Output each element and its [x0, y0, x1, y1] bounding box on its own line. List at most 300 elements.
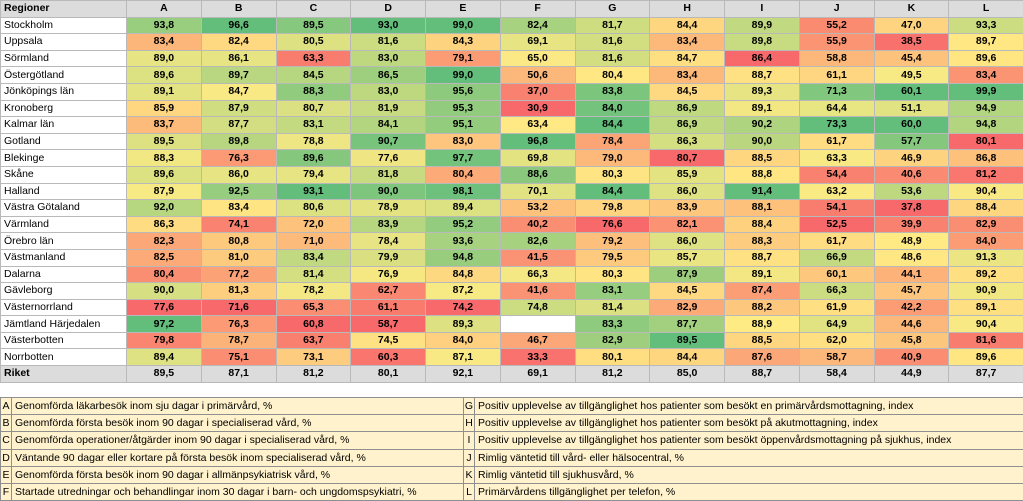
region-name: Västmanland: [1, 249, 127, 266]
value-cell-c: 78,8: [276, 133, 351, 150]
value-cell-l: 84,0: [949, 233, 1023, 250]
value-cell-d: 77,6: [351, 150, 426, 167]
region-name: Kronoberg: [1, 100, 127, 117]
value-cell-a: 90,0: [127, 283, 202, 300]
value-cell-e: 83,0: [426, 133, 501, 150]
value-cell-l: 81,2: [949, 166, 1023, 183]
value-cell-c: 73,1: [276, 349, 351, 366]
legend-key: E: [1, 466, 12, 483]
legend-text: Positiv upplevelse av tillgänglighet hos patienter som besökt öppenvårdsmottagning på sjukhus, index: [475, 432, 1023, 449]
value-cell-f: 88,6: [500, 166, 575, 183]
table-row: [1, 133, 1023, 150]
value-cell-i: 88,8: [725, 166, 800, 183]
table-row: [1, 249, 1023, 266]
region-name: Blekinge: [1, 150, 127, 167]
value-cell-a: 93,8: [127, 17, 202, 34]
value-cell-i: 89,1: [725, 266, 800, 283]
legend-key: C: [1, 432, 12, 449]
table-row: [1, 283, 1023, 300]
value-cell-d: 83,9: [351, 216, 426, 233]
legend-key: I: [464, 432, 475, 449]
region-name: Jönköpings län: [1, 83, 127, 100]
column-header-f: F: [500, 1, 575, 18]
value-cell-e: 84,8: [426, 266, 501, 283]
legend-key: L: [464, 483, 475, 500]
region-name: Uppsala: [1, 34, 127, 51]
legend-text: Rimlig väntetid till vård- eller hälsocentral, %: [475, 449, 1023, 466]
value-cell-a: 89,4: [127, 349, 202, 366]
legend-text: Rimlig väntetid till sjukhusvård, %: [475, 466, 1023, 483]
value-cell-k: 39,9: [874, 216, 949, 233]
value-cell-j: 58,8: [799, 50, 874, 67]
value-cell-f: 66,3: [500, 266, 575, 283]
region-name: Västernorrland: [1, 299, 127, 316]
value-cell-b: 77,2: [201, 266, 276, 283]
value-cell-c: 81,2: [276, 366, 351, 383]
value-cell-f: 41,5: [500, 249, 575, 266]
value-cell-b: 86,1: [201, 50, 276, 67]
region-name: Östergötland: [1, 67, 127, 84]
value-cell-d: 83,0: [351, 83, 426, 100]
legend-row: [1, 466, 1023, 483]
value-cell-e: 80,4: [426, 166, 501, 183]
value-cell-b: 76,3: [201, 150, 276, 167]
region-name: Örebro län: [1, 233, 127, 250]
value-cell-a: 89,1: [127, 83, 202, 100]
value-cell-h: 85,0: [650, 366, 725, 383]
value-cell-e: 93,6: [426, 233, 501, 250]
value-cell-f: 69,1: [500, 366, 575, 383]
region-name: Halland: [1, 183, 127, 200]
value-cell-i: 89,1: [725, 100, 800, 117]
column-header-i: I: [725, 1, 800, 18]
value-cell-k: 45,8: [874, 332, 949, 349]
value-cell-c: 89,6: [276, 150, 351, 167]
value-cell-h: 85,7: [650, 249, 725, 266]
value-cell-d: 60,3: [351, 349, 426, 366]
value-cell-k: 44,9: [874, 366, 949, 383]
value-cell-i: 89,3: [725, 83, 800, 100]
legend-key: K: [464, 466, 475, 483]
table-row: [1, 332, 1023, 349]
value-cell-e: 97,7: [426, 150, 501, 167]
value-cell-l: 91,3: [949, 249, 1023, 266]
value-cell-b: 89,7: [201, 67, 276, 84]
value-cell-b: 89,8: [201, 133, 276, 150]
value-cell-e: 94,8: [426, 249, 501, 266]
value-cell-l: 89,7: [949, 34, 1023, 51]
value-cell-i: 88,7: [725, 67, 800, 84]
value-cell-a: 89,5: [127, 366, 202, 383]
table-row: [1, 150, 1023, 167]
value-cell-g: 81,6: [575, 50, 650, 67]
legend-text: Positiv upplevelse av tillgänglighet hos patienter som besökt på akutmottagning, index: [475, 415, 1023, 432]
value-cell-e: 99,0: [426, 67, 501, 84]
value-cell-f: 46,7: [500, 332, 575, 349]
value-cell-a: 86,3: [127, 216, 202, 233]
value-cell-l: 93,3: [949, 17, 1023, 34]
value-cell-k: 48,6: [874, 249, 949, 266]
value-cell-a: 89,5: [127, 133, 202, 150]
value-cell-a: 92,0: [127, 200, 202, 217]
value-cell-e: 95,2: [426, 216, 501, 233]
value-cell-c: 83,1: [276, 117, 351, 134]
legend-text: Genomförda läkarbesök inom sju dagar i primärvård, %: [12, 398, 464, 415]
value-cell-f: 82,4: [500, 17, 575, 34]
region-name: Västerbotten: [1, 332, 127, 349]
region-name: Västra Götaland: [1, 200, 127, 217]
value-cell-b: 71,6: [201, 299, 276, 316]
legend-row: [1, 415, 1023, 432]
value-cell-e: 95,3: [426, 100, 501, 117]
table-row: [1, 266, 1023, 283]
value-cell-j: 55,2: [799, 17, 874, 34]
value-cell-c: 80,5: [276, 34, 351, 51]
table-row: [1, 299, 1023, 316]
value-cell-g: 79,2: [575, 233, 650, 250]
legend-key: J: [464, 449, 475, 466]
legend-key: D: [1, 449, 12, 466]
region-name: Dalarna: [1, 266, 127, 283]
value-cell-d: 78,4: [351, 233, 426, 250]
value-cell-e: 99,0: [426, 17, 501, 34]
value-cell-h: 82,1: [650, 216, 725, 233]
value-cell-e: 95,6: [426, 83, 501, 100]
column-header-j: J: [799, 1, 874, 18]
column-header-b: B: [201, 1, 276, 18]
value-cell-k: 40,6: [874, 166, 949, 183]
value-cell-b: 82,4: [201, 34, 276, 51]
column-header-a: A: [127, 1, 202, 18]
value-cell-k: 46,9: [874, 150, 949, 167]
value-cell-b: 80,8: [201, 233, 276, 250]
region-name: Skåne: [1, 166, 127, 183]
value-cell-b: 86,0: [201, 166, 276, 183]
value-cell-i: 88,3: [725, 233, 800, 250]
value-cell-c: 88,3: [276, 83, 351, 100]
value-cell-a: 80,4: [127, 266, 202, 283]
value-cell-h: 80,7: [650, 150, 725, 167]
value-cell-f: 69,1: [500, 34, 575, 51]
value-cell-g: 83,8: [575, 83, 650, 100]
legend-text: Startade utredningar och behandlingar inom 30 dagar i barn- och ungdomspsykiatri, %: [12, 483, 464, 500]
value-cell-g: 81,4: [575, 299, 650, 316]
value-cell-c: 80,7: [276, 100, 351, 117]
value-cell-d: 79,9: [351, 249, 426, 266]
value-cell-h: 83,4: [650, 67, 725, 84]
value-cell-g: 83,3: [575, 316, 650, 333]
total-row: [1, 366, 1023, 383]
value-cell-e: 84,3: [426, 34, 501, 51]
value-cell-h: 86,3: [650, 133, 725, 150]
value-cell-a: 82,5: [127, 249, 202, 266]
value-cell-h: 84,5: [650, 83, 725, 100]
value-cell-l: 89,2: [949, 266, 1023, 283]
value-cell-f: 69,8: [500, 150, 575, 167]
region-name: Kalmar län: [1, 117, 127, 134]
value-cell-d: 81,9: [351, 100, 426, 117]
value-cell-l: 90,4: [949, 316, 1023, 333]
value-cell-d: 81,6: [351, 34, 426, 51]
value-cell-b: 92,5: [201, 183, 276, 200]
value-cell-a: 82,3: [127, 233, 202, 250]
value-cell-f: 70,1: [500, 183, 575, 200]
value-cell-a: 83,7: [127, 117, 202, 134]
value-cell-a: 85,9: [127, 100, 202, 117]
value-cell-j: 64,4: [799, 100, 874, 117]
region-name: Jämtland Härjedalen: [1, 316, 127, 333]
value-cell-b: 84,7: [201, 83, 276, 100]
value-cell-f: 96,8: [500, 133, 575, 150]
legend-key: G: [464, 398, 475, 415]
value-cell-g: 80,4: [575, 67, 650, 84]
column-header-c: C: [276, 1, 351, 18]
table-header-row: [1, 1, 1023, 18]
legend-text: Genomförda första besök inom 90 dagar i allmänpsykiatrisk vård, %: [12, 466, 464, 483]
region-name: Gotland: [1, 133, 127, 150]
value-cell-f: 82,6: [500, 233, 575, 250]
value-cell-h: 86,0: [650, 233, 725, 250]
value-cell-i: 87,4: [725, 283, 800, 300]
value-cell-e: 89,3: [426, 316, 501, 333]
value-cell-c: 81,4: [276, 266, 351, 283]
value-cell-h: 87,9: [650, 266, 725, 283]
region-name: Gävleborg: [1, 283, 127, 300]
value-cell-i: 88,4: [725, 216, 800, 233]
legend-text: Primärvårdens tillgänglighet per telefon, %: [475, 483, 1023, 500]
value-cell-j: 58,7: [799, 349, 874, 366]
value-cell-a: 89,0: [127, 50, 202, 67]
table-row: [1, 117, 1023, 134]
value-cell-g: 81,2: [575, 366, 650, 383]
value-cell-c: 80,6: [276, 200, 351, 217]
value-cell-g: 78,4: [575, 133, 650, 150]
value-cell-h: 82,9: [650, 299, 725, 316]
value-cell-l: 89,6: [949, 349, 1023, 366]
value-cell-k: 49,5: [874, 67, 949, 84]
value-cell-j: 61,7: [799, 133, 874, 150]
value-cell-j: 61,7: [799, 233, 874, 250]
value-cell-j: 60,1: [799, 266, 874, 283]
value-cell-g: 82,9: [575, 332, 650, 349]
value-cell-b: 81,3: [201, 283, 276, 300]
value-cell-g: 80,3: [575, 166, 650, 183]
value-cell-f: 41,6: [500, 283, 575, 300]
value-cell-k: 37,8: [874, 200, 949, 217]
table-row: [1, 233, 1023, 250]
value-cell-h: 89,5: [650, 332, 725, 349]
table-row: [1, 83, 1023, 100]
value-cell-e: 87,2: [426, 283, 501, 300]
value-cell-d: 80,1: [351, 366, 426, 383]
legend-text: Positiv upplevelse av tillgänglighet hos patienter som besökt en primärvårdsmottagning, index: [475, 398, 1023, 415]
legend-row: [1, 449, 1023, 466]
value-cell-k: 60,0: [874, 117, 949, 134]
value-cell-j: 58,4: [799, 366, 874, 383]
value-cell-i: 89,8: [725, 34, 800, 51]
value-cell-j: 52,5: [799, 216, 874, 233]
value-cell-b: 76,3: [201, 316, 276, 333]
value-cell-l: 87,7: [949, 366, 1023, 383]
value-cell-d: 58,7: [351, 316, 426, 333]
value-cell-i: 90,2: [725, 117, 800, 134]
table-row: [1, 50, 1023, 67]
table-row: [1, 183, 1023, 200]
value-cell-j: 66,9: [799, 249, 874, 266]
value-cell-d: 93,0: [351, 17, 426, 34]
value-cell-g: 84,0: [575, 100, 650, 117]
table-row: [1, 67, 1023, 84]
value-cell-i: 90,0: [725, 133, 800, 150]
column-header-h: H: [650, 1, 725, 18]
value-cell-d: 61,1: [351, 299, 426, 316]
value-cell-j: 63,2: [799, 183, 874, 200]
value-cell-i: 88,1: [725, 200, 800, 217]
value-cell-f: 74,8: [500, 299, 575, 316]
legend-key: B: [1, 415, 12, 432]
value-cell-i: 88,5: [725, 332, 800, 349]
value-cell-d: 74,5: [351, 332, 426, 349]
legend-text: Genomförda första besök inom 90 dagar i specialiserad vård, %: [12, 415, 464, 432]
value-cell-h: 84,7: [650, 50, 725, 67]
value-cell-k: 42,2: [874, 299, 949, 316]
value-cell-g: 79,8: [575, 200, 650, 217]
value-cell-g: 80,1: [575, 349, 650, 366]
legend-key: F: [1, 483, 12, 500]
value-cell-l: 89,1: [949, 299, 1023, 316]
column-header-k: K: [874, 1, 949, 18]
legend-text: Genomförda operationer/åtgärder inom 90 dagar i specialiserad vård, %: [12, 432, 464, 449]
value-cell-g: 81,7: [575, 17, 650, 34]
value-cell-a: 83,4: [127, 34, 202, 51]
value-cell-g: 83,1: [575, 283, 650, 300]
region-name: Stockholm: [1, 17, 127, 34]
column-header-l: L: [949, 1, 1023, 18]
value-cell-d: 84,1: [351, 117, 426, 134]
value-cell-i: 86,4: [725, 50, 800, 67]
value-cell-h: 83,4: [650, 34, 725, 51]
table-row: [1, 316, 1023, 333]
value-cell-l: 94,9: [949, 100, 1023, 117]
value-cell-j: 61,1: [799, 67, 874, 84]
value-cell-i: 87,6: [725, 349, 800, 366]
value-cell-l: 81,6: [949, 332, 1023, 349]
value-cell-c: 63,3: [276, 50, 351, 67]
value-cell-l: 94,8: [949, 117, 1023, 134]
value-cell-f: 37,0: [500, 83, 575, 100]
value-cell-k: 44,1: [874, 266, 949, 283]
value-cell-b: 87,1: [201, 366, 276, 383]
value-cell-j: 61,9: [799, 299, 874, 316]
value-cell-j: 73,3: [799, 117, 874, 134]
value-cell-k: 38,5: [874, 34, 949, 51]
table-row: [1, 349, 1023, 366]
value-cell-g: 79,0: [575, 150, 650, 167]
value-cell-b: 74,1: [201, 216, 276, 233]
value-cell-a: 87,9: [127, 183, 202, 200]
region-name: Värmland: [1, 216, 127, 233]
value-cell-c: 78,2: [276, 283, 351, 300]
value-cell-e: 95,1: [426, 117, 501, 134]
value-cell-c: 63,7: [276, 332, 351, 349]
value-cell-k: 51,1: [874, 100, 949, 117]
value-cell-h: 84,5: [650, 283, 725, 300]
value-cell-c: 71,0: [276, 233, 351, 250]
legend-key: H: [464, 415, 475, 432]
value-cell-f: 63,4: [500, 117, 575, 134]
value-cell-j: 71,3: [799, 83, 874, 100]
value-cell-h: 86,0: [650, 183, 725, 200]
value-cell-e: 92,1: [426, 366, 501, 383]
value-cell-g: 79,5: [575, 249, 650, 266]
column-legend: [0, 397, 1023, 501]
value-cell-k: 60,1: [874, 83, 949, 100]
value-cell-g: 81,6: [575, 34, 650, 51]
value-cell-k: 45,7: [874, 283, 949, 300]
value-cell-d: 62,7: [351, 283, 426, 300]
value-cell-a: 77,6: [127, 299, 202, 316]
value-cell-e: 98,1: [426, 183, 501, 200]
table-row: [1, 17, 1023, 34]
legend-row: [1, 398, 1023, 415]
value-cell-b: 87,7: [201, 117, 276, 134]
value-cell-a: 79,8: [127, 332, 202, 349]
column-header-e: E: [426, 1, 501, 18]
value-cell-e: 74,2: [426, 299, 501, 316]
value-cell-a: 89,6: [127, 166, 202, 183]
legend-row: [1, 483, 1023, 500]
value-cell-i: 88,9: [725, 316, 800, 333]
value-cell-k: 47,0: [874, 17, 949, 34]
header-regioner: Regioner: [1, 1, 127, 18]
value-cell-g: 80,3: [575, 266, 650, 283]
value-cell-f: 30,9: [500, 100, 575, 117]
value-cell-l: 83,4: [949, 67, 1023, 84]
value-cell-f: 40,2: [500, 216, 575, 233]
region-name: Norrbotten: [1, 349, 127, 366]
value-cell-d: 81,8: [351, 166, 426, 183]
value-cell-j: 54,4: [799, 166, 874, 183]
value-cell-b: 83,4: [201, 200, 276, 217]
value-cell-l: 99,9: [949, 83, 1023, 100]
value-cell-l: 89,6: [949, 50, 1023, 67]
value-cell-l: 90,4: [949, 183, 1023, 200]
value-cell-a: 88,3: [127, 150, 202, 167]
value-cell-c: 79,4: [276, 166, 351, 183]
value-cell-k: 44,6: [874, 316, 949, 333]
value-cell-j: 64,9: [799, 316, 874, 333]
value-cell-c: 89,5: [276, 17, 351, 34]
value-cell-c: 60,8: [276, 316, 351, 333]
value-cell-d: 76,9: [351, 266, 426, 283]
value-cell-g: 84,4: [575, 117, 650, 134]
value-cell-c: 93,1: [276, 183, 351, 200]
legend-key: A: [1, 398, 12, 415]
value-cell-h: 85,9: [650, 166, 725, 183]
value-cell-c: 72,0: [276, 216, 351, 233]
value-cell-b: 75,1: [201, 349, 276, 366]
value-cell-f: 53,2: [500, 200, 575, 217]
column-header-g: G: [575, 1, 650, 18]
value-cell-f: 50,6: [500, 67, 575, 84]
value-cell-b: 87,9: [201, 100, 276, 117]
value-cell-i: 91,4: [725, 183, 800, 200]
value-cell-d: 90,0: [351, 183, 426, 200]
value-cell-j: 66,3: [799, 283, 874, 300]
value-cell-g: 84,4: [575, 183, 650, 200]
value-cell-e: 87,1: [426, 349, 501, 366]
value-cell-f: 65,0: [500, 50, 575, 67]
